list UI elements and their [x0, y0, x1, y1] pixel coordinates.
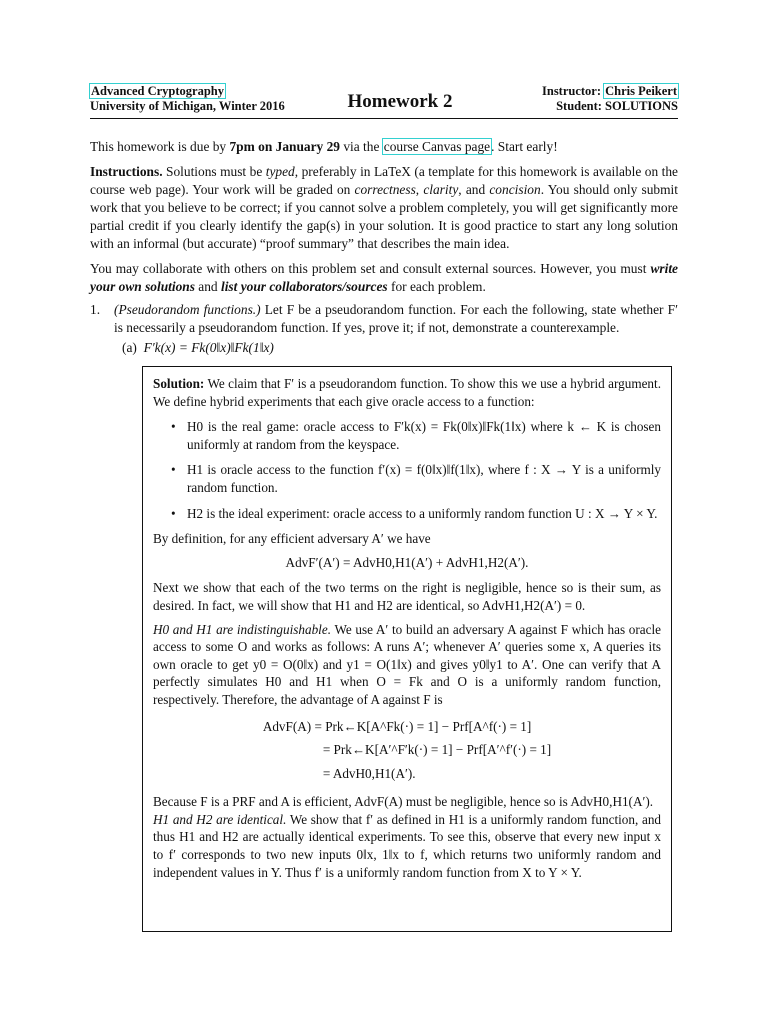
header-rule	[90, 118, 678, 119]
student-label: Student: SOLUTIONS	[556, 99, 678, 113]
instructions-paragraph: Instructions. Solutions must be typed, preferably in LaTeX (a template for this homework is available on the course web page). Your work will be graded on correctness, clarity, and concision. You should only submit work that you believe to be correct; if you cannot solve a problem completely, you will get significantly more partial credit if you clearly identify the gap(s) in your solution. It is good practice to start any long solution with an informal (but accurate) “proof summary” that describes the main idea.	[90, 164, 678, 251]
instructor-label: Instructor:	[542, 84, 602, 98]
hybrid-h0: • H0 is the real game: oracle access to F′k(x) = Fk(0‖x)‖Fk(1‖x) where k ← K is chosen uniformly at random from the keyspace.	[187, 418, 661, 453]
due-paragraph: This homework is due by 7pm on January 29 via the course Canvas page. Start early!	[90, 139, 558, 154]
part-a-expression: F′k(x) = Fk(0‖x)‖Fk(1‖x)	[143, 340, 274, 355]
main-content	[90, 138, 678, 357]
identical-heading: H1 and H2 are identical.	[153, 811, 287, 827]
hybrid-h2: • H2 is the ideal experiment: oracle access to a uniformly random function U : X → Y × Y.	[187, 505, 661, 523]
course-link[interactable]: Advanced Cryptography	[91, 84, 224, 98]
university: University of Michigan, Winter 2016	[90, 99, 285, 113]
canvas-link[interactable]: course Canvas page	[383, 139, 491, 154]
part-a: (a) F′k(x) = Fk(0‖x)‖Fk(1‖x)	[122, 340, 274, 355]
instructor-link[interactable]: Chris Peikert	[605, 84, 677, 98]
problem-topic: (Pseudorandom functions.)	[114, 302, 261, 317]
equation-line-1: AdvF(A) = Prk←K[A^Fk(·) = 1] − Prf[A^f(·) = 1]	[262, 718, 532, 734]
because-paragraph: Because F is a PRF and A is efficient, AdvF(A) must be negligible, hence so is AdvH0,H1(A′).	[153, 794, 654, 810]
equation-line-2: = Prk←K[A′^F′k(·) = 1] − Prf[A′^f′(·) = 1]	[322, 742, 552, 758]
problem-1	[90, 301, 679, 357]
indistinguishable-paragraph: H0 and H1 are indistinguishable. We use A′ to build an adversary A against F which has oracle access to some O and works as follows: A runs A′; whenever A′ queries some x, A queries its own oracle to get y0 = O(0‖x) and y1 = O(1‖x) and gives y0‖y1 to A′. One can verify that A perfectly simulates H0 and H1 when O = Fk and O is a uniformly random function, respectively. Therefore, the advantage of A against F is	[153, 621, 661, 707]
header-left	[90, 84, 285, 114]
equation-block	[153, 715, 661, 786]
indistinguishable-heading: H0 and H1 are indistinguishable.	[153, 621, 331, 637]
equation-line-3: = AdvH0,H1(A′).	[322, 765, 416, 781]
header-right	[542, 84, 678, 114]
collaboration-paragraph: You may collaborate with others on this problem set and consult external sources. However, you must write your own solutions and list your collaborators/sources for each problem.	[90, 261, 678, 294]
definition-text: By definition, for any efficient adversary A′ we have	[153, 531, 431, 547]
equation-advantage-sum: AdvF′(A′) = AdvH0,H1(A′) + AdvH1,H2(A′).	[285, 554, 529, 570]
hybrid-h1: • H1 is oracle access to the function f′(x) = f(0‖x)‖f(1‖x), where f : X → Y is a uniformly random function.	[187, 461, 661, 496]
hybrid-list	[153, 418, 661, 522]
identical-paragraph: H1 and H2 are identical. We show that f′ as defined in H1 is a uniformly random function, and thus H1 and H2 are actually identical experiments. To see this, observe that every new input x to f′ corresponds to two new inputs 0‖x, 1‖x to f, which returns two uniformly random and independent values in Y. Thus f′ is a uniformly random function from X to Y × Y.	[153, 811, 662, 880]
solution-label: Solution:	[153, 376, 205, 391]
problem-statement: Let F be a pseudorandom function. For each the following, state whether F′ is necessarily a pseudorandom function. If yes, prove it; if not, demonstrate a counterexample.	[114, 302, 679, 335]
next-paragraph: Next we show that each of the two terms on the right is negligible, hence so is their sum, as desired. In fact, we will show that H1 and H2 are identical, so AdvH1,H2(A′) = 0.	[153, 580, 661, 613]
problem-number: 1.	[90, 302, 101, 317]
solution-intro: Solution: We claim that F′ is a pseudorandom function. To show this we use a hybrid argument. We define hybrid experiments that each give oracle access to a function:	[153, 376, 661, 409]
solution-box	[142, 366, 672, 932]
instructions-label: Instructions.	[90, 164, 163, 179]
due-time: 7pm on January 29	[229, 139, 340, 154]
page-title: Homework 2	[347, 91, 453, 112]
